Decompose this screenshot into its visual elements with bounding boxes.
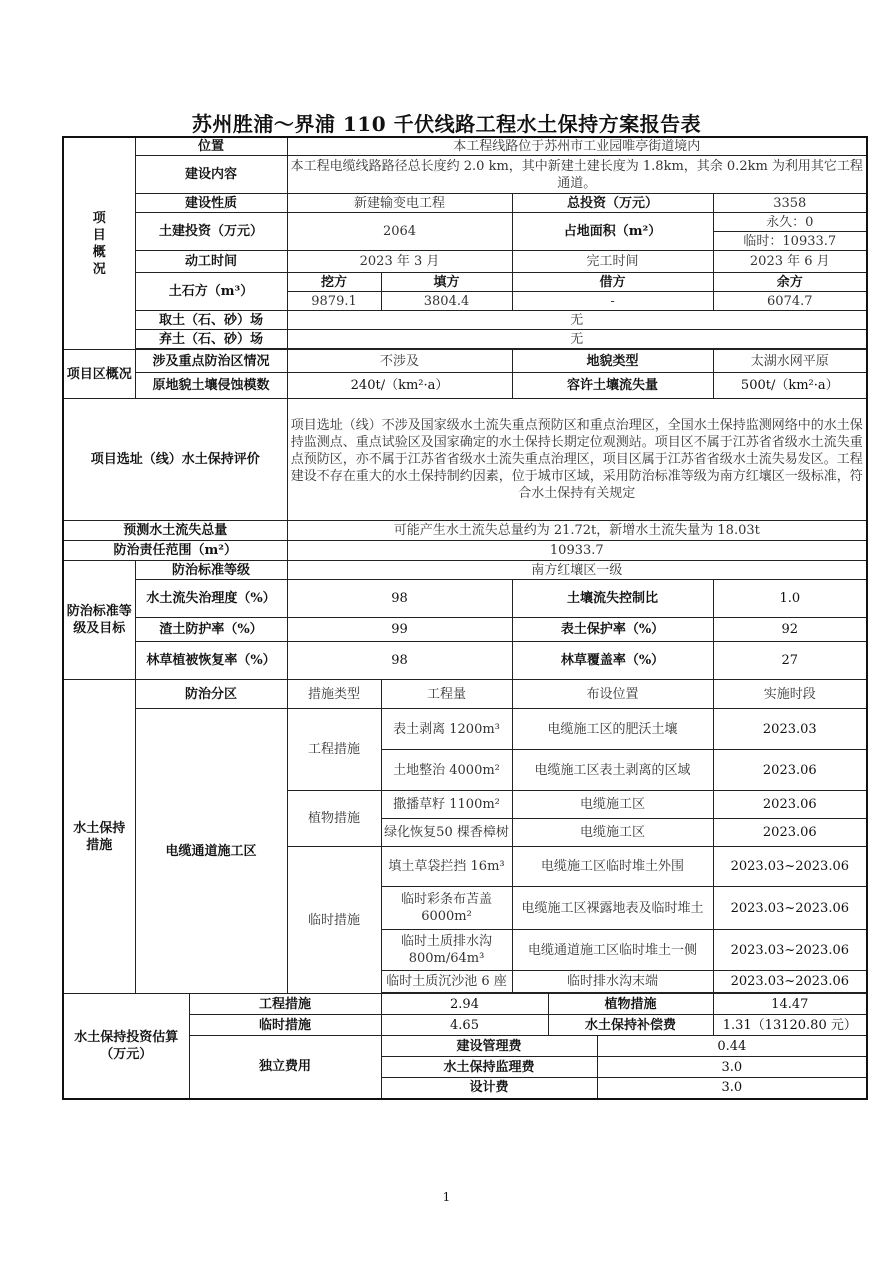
target-value: 99 <box>287 618 512 642</box>
zone-label: 涉及重点防治区情况 <box>135 350 287 373</box>
temp-measures-label: 临时措施 <box>189 1015 381 1036</box>
target-label: 林草植被恢复率（%） <box>135 642 287 680</box>
independent-cost-label: 独立费用 <box>189 1036 381 1099</box>
measure-quantity: 临时彩条布苫盖 6000m² <box>381 887 512 930</box>
nature-value: 新建输变电工程 <box>287 194 512 213</box>
independent-item-value: 3.0 <box>597 1057 867 1078</box>
section-measures <box>63 680 135 994</box>
earthwork-header: 借方 <box>512 273 713 292</box>
target-value: 92 <box>713 618 867 642</box>
landform-value: 太湖水网平原 <box>713 350 867 373</box>
target-label: 水土流失治理度（%） <box>135 580 287 618</box>
measure-quantity: 绿化恢复50 棵香樟树 <box>381 819 512 847</box>
erosion-value: 240t/（km²·a） <box>287 373 512 399</box>
earthwork-value: 9879.1 <box>287 292 381 311</box>
measure-quantity: 撒播草籽 1100m² <box>381 791 512 819</box>
land-area-label: 占地面积（m²） <box>512 213 713 251</box>
earthwork-header: 填方 <box>381 273 512 292</box>
section-project-overview <box>63 137 135 350</box>
measure-quantity: 临时土质沉沙池 6 座 <box>381 971 512 993</box>
start-time-label: 动工时间 <box>135 251 287 273</box>
eng-measures-label: 工程措施 <box>189 994 381 1015</box>
location-value: 本工程线路位于苏州市工业园唯亭街道境内 <box>287 137 867 156</box>
target-label: 表土保护率（%） <box>512 618 713 642</box>
target-value: 98 <box>287 580 512 618</box>
allowable-loss-value: 500t/（km²·a） <box>713 373 867 399</box>
measure-period: 2023.03~2023.06 <box>713 887 867 930</box>
measure-position: 电缆施工区 <box>512 819 713 847</box>
civil-investment-label: 土建投资（万元） <box>135 213 287 251</box>
content-label: 建设内容 <box>135 156 287 194</box>
measures-zone: 电缆通道施工区 <box>135 709 287 994</box>
target-label: 林草覆盖率（%） <box>512 642 713 680</box>
measures-header: 布设位置 <box>512 680 713 709</box>
measure-type: 植物措施 <box>287 791 381 847</box>
eng-measures-value: 2.94 <box>381 994 548 1015</box>
measure-position: 电缆施工区裸露地表及临时堆土 <box>512 887 713 930</box>
earthwork-value: - <box>512 292 713 311</box>
target-value: 98 <box>287 642 512 680</box>
measure-quantity: 土地整治 4000m² <box>381 750 512 791</box>
earthwork-value: 6074.7 <box>713 292 867 311</box>
earthwork-header: 余方 <box>713 273 867 292</box>
zone-value: 不涉及 <box>287 350 512 373</box>
measure-position: 电缆通道施工区临时堆土一侧 <box>512 930 713 971</box>
target-value: 1.0 <box>713 580 867 618</box>
location-label: 位置 <box>135 137 287 156</box>
independent-item-value: 0.44 <box>597 1036 867 1057</box>
standard-level-value: 南方红壤区一级 <box>287 561 867 580</box>
total-investment-label: 总投资（万元） <box>512 194 713 213</box>
section-area-overview: 项目区概况 <box>63 350 135 399</box>
section-standards: 防治标准等级及目标 <box>63 561 135 680</box>
standard-level-label: 防治标准等级 <box>135 561 287 580</box>
earthwork-label: 土石方（m³） <box>135 273 287 311</box>
earthwork-value: 3804.4 <box>381 292 512 311</box>
measure-period: 2023.03 <box>713 709 867 750</box>
content-value: 本工程电缆线路路径总长度约 2.0 km，其中新建土建长度为 1.8km，其余 0.2km 为利用其它工程通道。 <box>287 156 867 194</box>
spoil-site-value: 无 <box>287 330 867 349</box>
measure-period: 2023.03~2023.06 <box>713 971 867 993</box>
measure-position: 临时排水沟末端 <box>512 971 713 993</box>
total-investment-value: 3358 <box>713 194 867 213</box>
measure-quantity: 临时土质排水沟 800m/64m³ <box>381 930 512 971</box>
measure-position: 电缆施工区临时堆土外围 <box>512 847 713 887</box>
plant-measures-label: 植物措施 <box>548 994 713 1015</box>
scope-label: 防治责任范围（m²） <box>63 541 287 561</box>
plant-measures-value: 14.47 <box>713 994 867 1015</box>
measures-header: 防治分区 <box>135 680 287 709</box>
evaluation-text: 项目选址（线）不涉及国家级水土流失重点预防区和重点治理区，全国水土保持监测网络中的水土保持监测点、重点试验区及国家确定的水土保持长期定位观测站。项目区不属于江苏省省级水土流失重点预防区，亦不属于江苏省省级水土流失重点治理区，项目区属于江苏省省级水土流失易发区。工程建设不存在重大的水土保持制约因素，位于城市区域，采用防治标准等级为南方红壤区一级标准，符合水土保持有关规定 <box>287 399 867 521</box>
end-time-label: 完工时间 <box>512 251 713 273</box>
report-table <box>62 136 868 1100</box>
borrow-site-label: 取土（石、砂）场 <box>135 311 287 330</box>
spoil-site-label: 弃土（石、砂）场 <box>135 330 287 349</box>
vertical-label-text: 水土保持 措施 <box>73 820 126 853</box>
target-value: 27 <box>713 642 867 680</box>
temp-measures-value: 4.65 <box>381 1015 548 1036</box>
section-investment: 水土保持投资估算（万元） <box>63 994 189 1099</box>
land-area-permanent: 永久：0 <box>713 213 867 232</box>
measure-period: 2023.06 <box>713 750 867 791</box>
forecast-label: 预测水土流失总量 <box>63 521 287 541</box>
measure-period: 2023.03~2023.06 <box>713 930 867 971</box>
land-area-temporary: 临时：10933.7 <box>713 232 867 251</box>
measures-header: 措施类型 <box>287 680 381 709</box>
measure-position: 电缆施工区 <box>512 791 713 819</box>
measure-position: 电缆施工区的肥沃土壤 <box>512 709 713 750</box>
evaluation-label: 项目选址（线）水土保持评价 <box>63 399 287 521</box>
measure-type: 工程措施 <box>287 709 381 791</box>
landform-label: 地貌类型 <box>512 350 713 373</box>
vertical-label-text: 项 目 概 况 <box>92 210 106 277</box>
measure-period: 2023.06 <box>713 819 867 847</box>
nature-label: 建设性质 <box>135 194 287 213</box>
independent-item-label: 水土保持监理费 <box>381 1057 597 1078</box>
measure-type: 临时措施 <box>287 847 381 994</box>
measure-period: 2023.03~2023.06 <box>713 847 867 887</box>
measure-quantity: 填土草袋拦挡 16m³ <box>381 847 512 887</box>
measures-header: 工程量 <box>381 680 512 709</box>
measure-period: 2023.06 <box>713 791 867 819</box>
independent-item-value: 3.0 <box>597 1078 867 1099</box>
allowable-loss-label: 容许土壤流失量 <box>512 373 713 399</box>
earthwork-header: 挖方 <box>287 273 381 292</box>
independent-item-label: 建设管理费 <box>381 1036 597 1057</box>
forecast-value: 可能产生水土流失总量约为 21.72t，新增水土流失量为 18.03t <box>287 521 867 541</box>
independent-item-label: 设计费 <box>381 1078 597 1099</box>
start-time-value: 2023 年 3 月 <box>287 251 512 273</box>
end-time-value: 2023 年 6 月 <box>713 251 867 273</box>
compensation-value: 1.31（13120.80 元） <box>713 1015 867 1036</box>
scope-value: 10933.7 <box>287 541 867 561</box>
target-label: 土壤流失控制比 <box>512 580 713 618</box>
page-number: 1 <box>442 1190 451 1204</box>
measures-header: 实施时段 <box>713 680 867 709</box>
document-title: 苏州胜浦～界浦 110 千伏线路工程水土保持方案报告表 <box>191 112 702 136</box>
compensation-label: 水土保持补偿费 <box>548 1015 713 1036</box>
target-label: 渣土防护率（%） <box>135 618 287 642</box>
civil-investment-value: 2064 <box>287 213 512 251</box>
borrow-site-value: 无 <box>287 311 867 330</box>
measure-position: 电缆施工区表土剥离的区域 <box>512 750 713 791</box>
measure-quantity: 表土剥离 1200m³ <box>381 709 512 750</box>
erosion-label: 原地貌土壤侵蚀模数 <box>135 373 287 399</box>
